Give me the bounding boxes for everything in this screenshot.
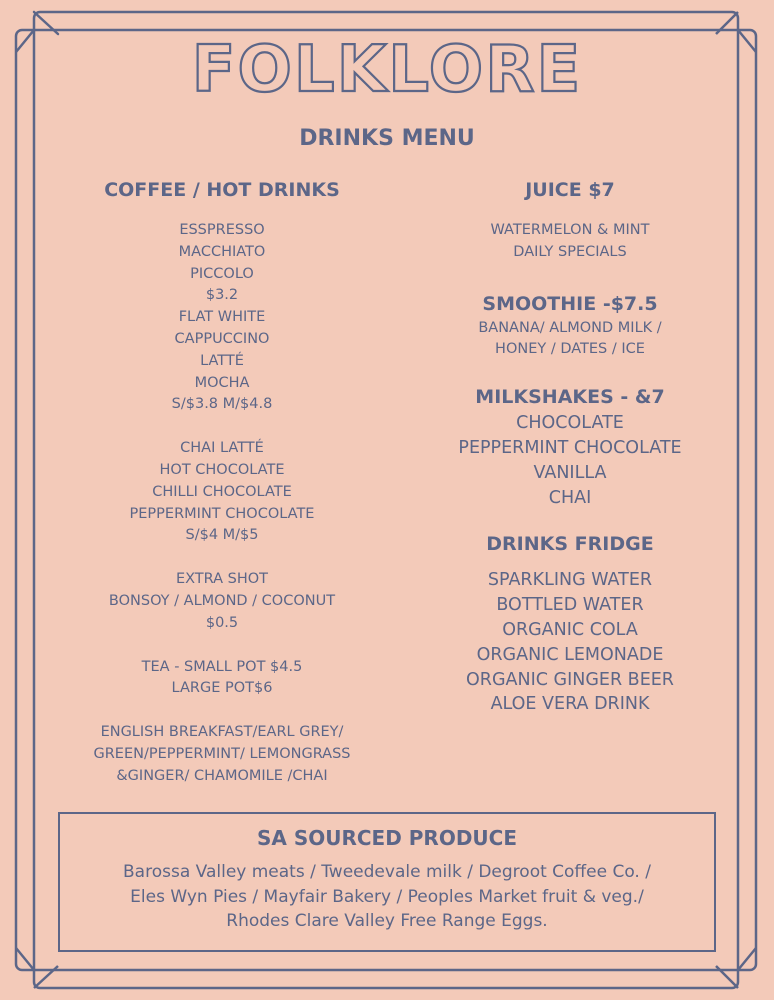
produce-box: [58, 812, 716, 952]
menu-item: LATTÉ: [200, 352, 244, 369]
menu-item: HONEY / DATES / ICE: [495, 341, 645, 358]
menu-item: CHILLI CHOCOLATE: [152, 483, 292, 500]
menu-price: S/$3.8 M/$4.8: [171, 396, 273, 413]
menu-item: DAILY SPECIALS: [513, 243, 627, 260]
menu-item: PICCOLO: [190, 265, 254, 282]
menu-item: GREEN/PEPPERMINT/ LEMONGRASS: [93, 745, 351, 762]
menu-item: EXTRA SHOT: [175, 571, 269, 588]
menu-price: $3.2: [205, 287, 239, 304]
smoothie-heading: SMOOTHIE -$7.5: [482, 292, 658, 315]
menu-item: BOTTLED WATER: [496, 595, 644, 616]
menu-item: HOT CHOCOLATE: [159, 461, 285, 478]
milkshakes-heading: MILKSHAKES - &7: [475, 386, 665, 409]
menu-item: WATERMELON & MINT: [490, 222, 650, 238]
menu-item: SPARKLING WATER: [487, 570, 653, 591]
fridge-group: [420, 568, 720, 717]
menu-item: ENGLISH BREAKFAST/EARL GREY/: [100, 724, 344, 741]
produce-line: Eles Wyn Pies / Mayfair Bakery / Peoples Market fruit & veg./: [130, 886, 644, 907]
produce-title: SA SOURCED PRODUCE: [256, 826, 518, 850]
menu-item: ORGANIC LEMONADE: [476, 644, 664, 665]
menu-item: LARGE POT$6: [171, 680, 273, 697]
menu-title: DRINKS MENU: [299, 126, 475, 151]
menu-item: CHAI LATTÉ: [180, 440, 264, 457]
cold-drinks-column: [420, 176, 720, 717]
menu-item: BANANA/ ALMOND MILK /: [478, 319, 662, 336]
menu-item: BONSOY / ALMOND / COCONUT: [108, 592, 336, 609]
tea-varieties-group: [52, 722, 392, 787]
chocolate-group: [52, 438, 392, 547]
menu-price: $0.5: [205, 614, 239, 631]
brand-logo: FOLKLORE: [191, 33, 583, 107]
extras-group: [52, 569, 392, 634]
juice-heading: JUICE $7: [525, 179, 615, 201]
milkshakes-group: [420, 411, 720, 510]
menu-item: ALOE VERA DRINK: [490, 694, 650, 715]
produce-list: [60, 860, 714, 934]
coffee-group: [52, 220, 392, 416]
menu-item: CHOCOLATE: [516, 413, 624, 434]
menu-item: PEPPERMINT CHOCOLATE: [129, 505, 315, 522]
menu-item: ESSPRESSO: [179, 222, 265, 238]
menu-item: MOCHA: [194, 374, 250, 391]
menu-item: TEA - SMALL POT $4.5: [141, 658, 303, 675]
menu-item: ORGANIC COLA: [502, 619, 638, 640]
menu-item: MACCHIATO: [178, 243, 266, 260]
coffee-column: [52, 176, 392, 788]
menu-price: S/$4 M/$5: [185, 527, 259, 544]
produce-line: Rhodes Clare Valley Free Range Eggs.: [226, 911, 548, 931]
menu-item: PEPPERMINT CHOCOLATE: [458, 437, 682, 458]
menu-item: CHAI: [548, 487, 592, 508]
menu-item: VANILLA: [533, 462, 607, 483]
menu-item: CAPPUCCINO: [174, 330, 270, 347]
menu-item: &GINGER/ CHAMOMILE /CHAI: [116, 767, 328, 784]
smoothie-group: [420, 318, 720, 362]
fridge-heading: DRINKS FRIDGE: [486, 533, 654, 556]
coffee-heading: COFFEE / HOT DRINKS: [104, 179, 340, 201]
tea-group: [52, 657, 392, 701]
menu-item: FLAT WHITE: [178, 309, 266, 326]
produce-line: Barossa Valley meats / Tweedevale milk / Degroot Coffee Co. /: [123, 862, 651, 882]
menu-item: ORGANIC GINGER BEER: [466, 669, 674, 690]
juice-group: [420, 220, 720, 264]
